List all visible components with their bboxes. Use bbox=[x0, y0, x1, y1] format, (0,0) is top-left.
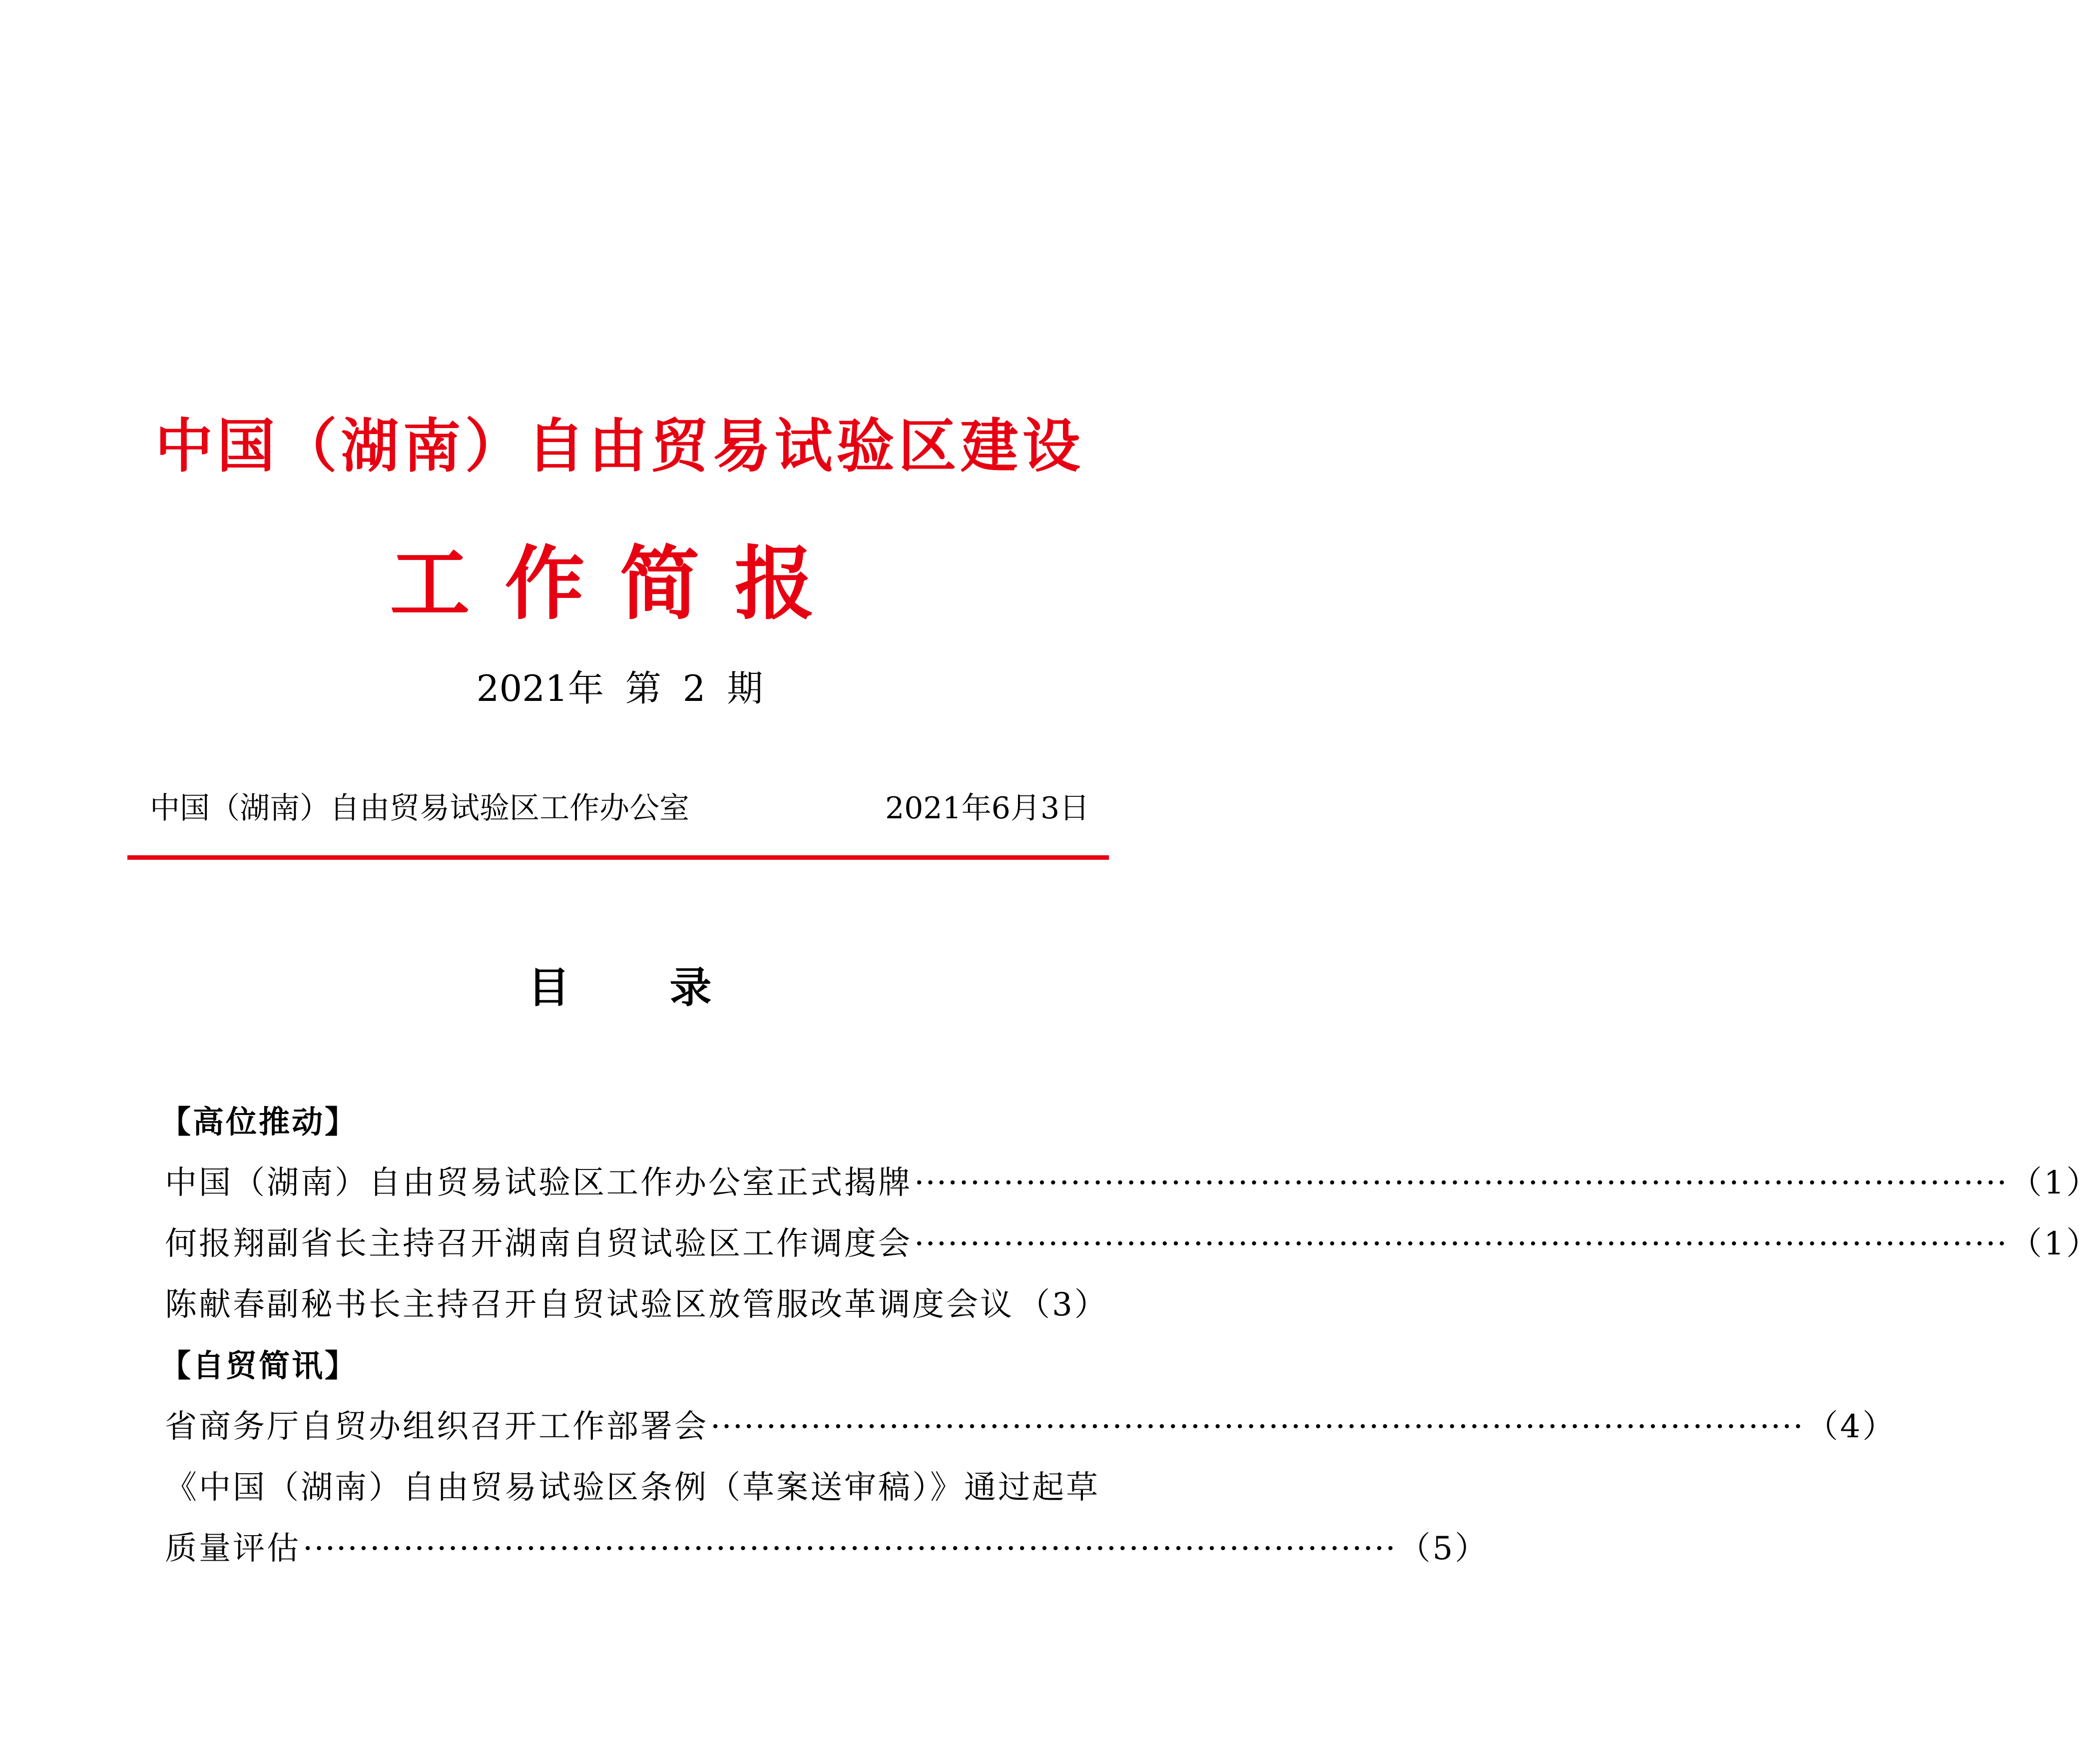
toc-section-title: 【自贸简讯】 bbox=[160, 1347, 358, 1384]
toc-entry-page: （1） bbox=[2010, 1225, 2100, 1262]
toc-entry-page: （5） bbox=[1398, 1530, 1489, 1567]
toc-entry-title: 《中国（湖南）自由贸易试验区条例（草案送审稿）》通过起草 bbox=[165, 1469, 1100, 1506]
toc-entry-line1[interactable] bbox=[165, 1457, 1100, 1518]
red-divider-rule bbox=[127, 855, 1109, 860]
toc-leader-dots: ·································································································· bbox=[710, 1408, 1804, 1445]
issuing-office: 中国（湖南）自由贸易试验区工作办公室 bbox=[150, 791, 689, 826]
toc-leader-dots: ·································································································· bbox=[914, 1225, 2008, 1262]
toc-entry-title: 陈献春副秘书长主持召开自贸试验区放管服改革调度会议 bbox=[165, 1286, 1014, 1323]
toc-entry[interactable] bbox=[165, 1153, 2100, 1213]
toc-entry-line2[interactable] bbox=[165, 1518, 1489, 1579]
toc-entry-page: （4） bbox=[1806, 1408, 1897, 1445]
toc-entry[interactable] bbox=[165, 1396, 1897, 1457]
toc-entry-title: 省商务厅自贸办组织召开工作部署会 bbox=[165, 1408, 708, 1445]
issue-number: 2021年 第 2 期 bbox=[476, 667, 763, 709]
toc-entry[interactable] bbox=[165, 1213, 2100, 1274]
toc-entry[interactable] bbox=[165, 1274, 1108, 1335]
toc-leader-dots: ·································································································· bbox=[303, 1530, 1397, 1567]
toc-section-title: 【高位推动】 bbox=[160, 1104, 358, 1140]
toc-entry-page: （3） bbox=[1018, 1286, 1108, 1323]
toc-entry-page: （1） bbox=[2010, 1165, 2100, 1201]
toc-entry-title: 中国（湖南）自由贸易试验区工作办公室正式揭牌 bbox=[165, 1165, 912, 1201]
toc-leader-dots: ·································································································· bbox=[914, 1165, 2008, 1201]
toc-heading: 目录 bbox=[527, 963, 812, 1012]
table-of-contents bbox=[160, 1092, 2100, 1579]
bulletin-title-line1: 中国（湖南）自由贸易试验区建设 bbox=[155, 413, 1084, 480]
issue-date: 2021年6月3日 bbox=[885, 791, 1089, 826]
bulletin-title-line2: 工作简报 bbox=[390, 537, 850, 630]
toc-entry-title-continued: 质量评估 bbox=[165, 1530, 301, 1567]
toc-entry-title: 何报翔副省长主持召开湖南自贸试验区工作调度会 bbox=[165, 1225, 912, 1262]
